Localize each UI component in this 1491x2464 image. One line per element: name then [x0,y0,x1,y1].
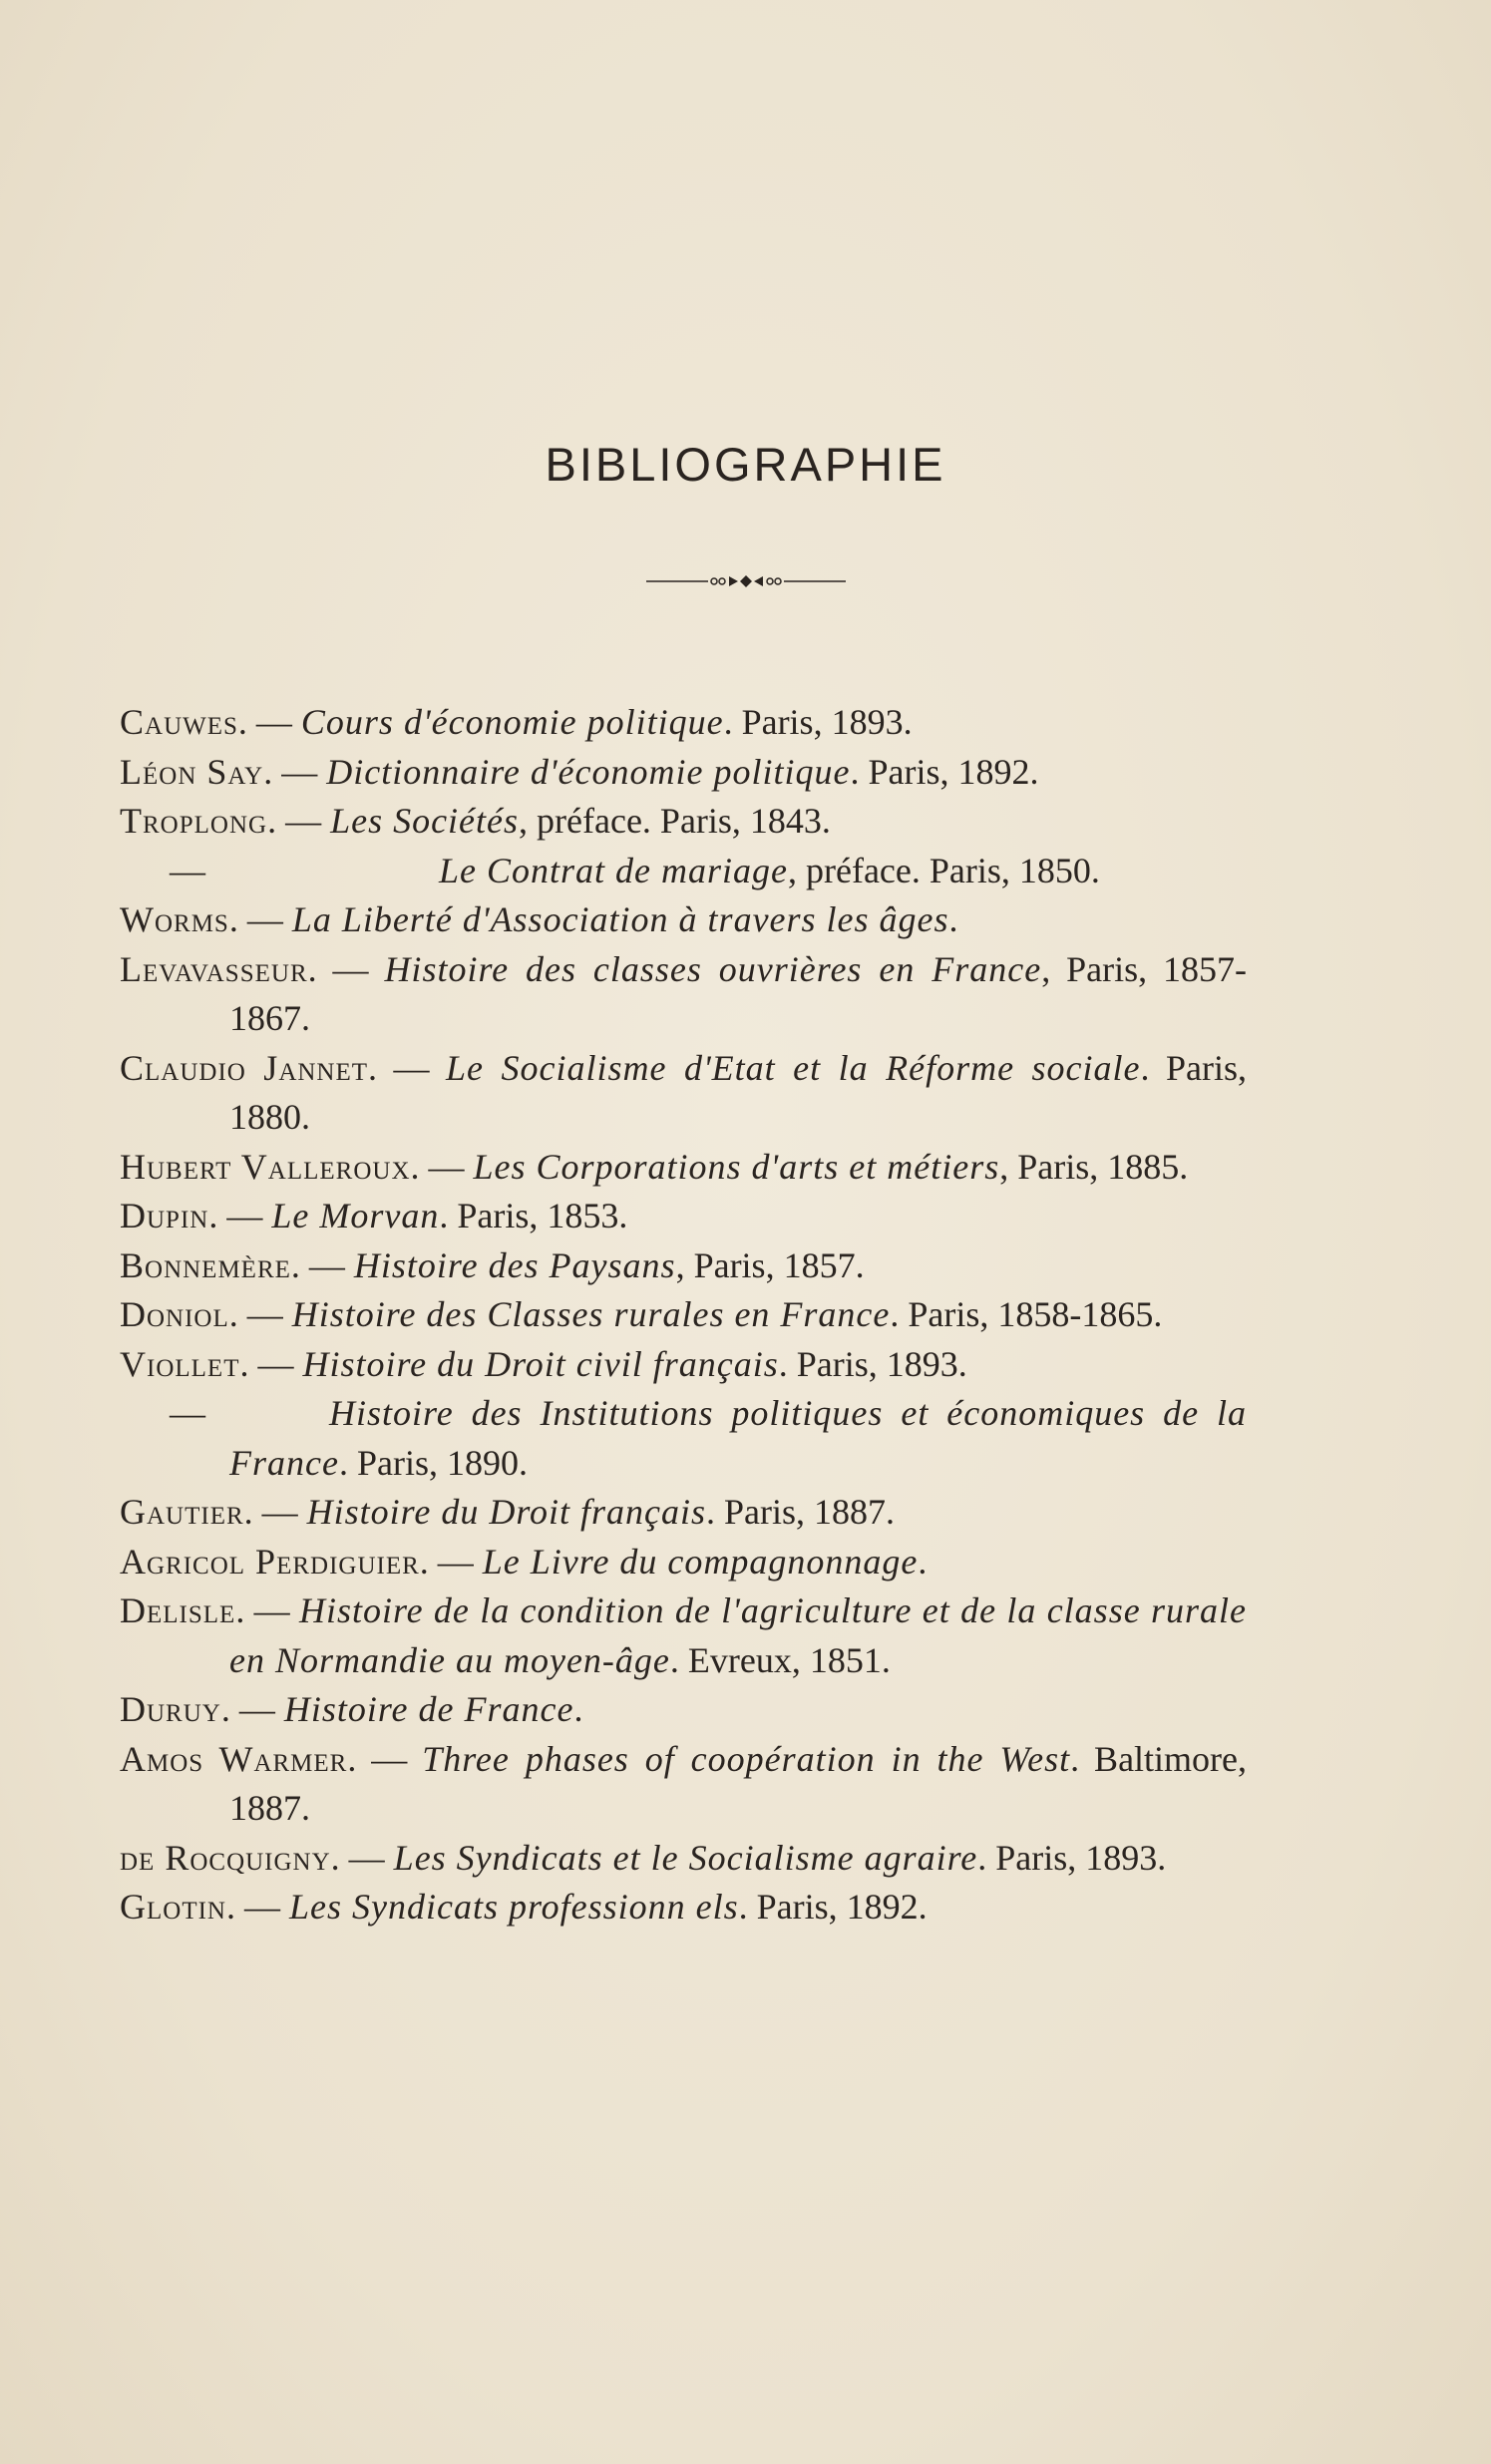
entry-author: Agricol Perdiguier [120,1541,420,1582]
entry-author: Bonnemère [120,1244,291,1285]
entry-separator: . — [237,702,301,742]
bibliography-entry [120,1241,1247,1291]
entry-title: Le Socialisme d'Etat et la Réforme sociale [446,1047,1141,1088]
bibliography-entry [120,1044,1247,1143]
entry-title: Cours d'économie politique [300,702,724,742]
ornament-divider [0,573,1491,594]
entry-publication: . Paris, 1893. [977,1837,1167,1878]
entry-ditto-dash: — [170,1393,205,1433]
entry-publication: . Paris, 1853. [439,1196,628,1235]
entry-publication: , Paris, 1857. [675,1244,865,1285]
entry-title: Three phases of coopération in the West [422,1738,1071,1779]
entry-author: Doniol [120,1294,229,1334]
entry-separator: . — [263,751,327,792]
bibliography-entry [120,1586,1247,1685]
entry-publication: , préface. Paris, 1850. [788,850,1100,890]
entry-publication: , préface. Paris, 1843. [519,801,831,841]
entry-title: Histoire des Classes rurales en France [291,1294,891,1334]
entry-title: Les Syndicats professionn els [288,1887,739,1927]
entry-author: Duruy [120,1689,221,1729]
bibliography-entry-continuation [120,847,1247,896]
entry-author: Cauwes [120,702,238,742]
entry-separator: . — [235,1590,299,1630]
entry-separator: . — [290,1244,354,1285]
bibliography-entry [120,797,1247,847]
entry-title: Dictionnaire d'économie politique [326,751,851,792]
entry-title: Les Syndicats et le Socialisme agraire [393,1837,978,1878]
entry-title: Histoire de la condition de l'agriculture et de la classe rurale en Normandie au moyen-âge [229,1590,1248,1680]
entry-ditto-dash: — [170,850,205,890]
entry-separator: . — [228,899,292,939]
entry-separator: . — [239,1343,303,1384]
bibliography-entry [120,895,1247,945]
entry-separator: . — [225,1887,289,1927]
entry-author: Glotin [120,1887,226,1927]
entry-publication: . Baltimore, 1887. [229,1738,1248,1828]
entry-separator: . — [307,948,385,989]
entry-publication: . Paris, 1880. [229,1047,1248,1137]
entry-title: Le Morvan [271,1196,440,1235]
entry-title: Le Contrat de mariage [439,850,788,890]
bibliography-entry [120,1192,1247,1241]
page-title: BIBLIOGRAPHIE [545,438,946,491]
entry-author: Delisle [120,1590,236,1630]
entry-title: Les Corporations d'arts et métiers [473,1146,1000,1187]
entry-title: Les Sociétés [330,801,520,841]
bibliography-list [120,698,1247,1933]
entry-publication: . [573,1689,583,1729]
bibliography-entry [120,1340,1247,1390]
entry-separator: . — [347,1738,423,1779]
bibliography-entry [120,1685,1247,1735]
entry-publication: . [918,1541,928,1582]
bibliography-entry-continuation [120,1389,1247,1488]
entry-author: Amos Warmer [120,1738,348,1779]
entry-author: Worms [120,899,229,939]
bibliography-entry [120,748,1247,798]
bibliography-entry [120,1143,1247,1193]
entry-author: Gautier [120,1492,244,1532]
entry-title: Histoire des Paysans [353,1244,676,1285]
entry-publication: . Paris, 1893. [778,1343,967,1384]
entry-publication: . Paris, 1887. [706,1492,895,1532]
entry-separator: . — [330,1837,394,1878]
entry-publication: . Evreux, 1851. [669,1639,891,1680]
entry-author: Levavasseur [120,948,308,989]
ornament-divider-icon [646,573,846,589]
entry-separator: . — [228,1294,292,1334]
entry-author: Troplong [120,801,268,841]
entry-author: Dupin [120,1196,209,1235]
entry-separator: . — [267,801,331,841]
entry-publication: , Paris, 1857-1867. [229,948,1247,1038]
entry-title: Histoire de France [283,1689,574,1729]
entry-title: Histoire des classes ouvrières en France [384,948,1042,989]
entry-publication: . Paris, 1858-1865. [890,1294,1163,1334]
entry-author: Claudio Jannet [120,1047,369,1088]
entry-title: Le Livre du compagnonnage [482,1541,919,1582]
entry-title: Histoire des Institutions politiques et économiques de la France [229,1393,1247,1483]
bibliography-entry [120,1883,1247,1933]
entry-publication: . Paris, 1893. [723,702,913,742]
entry-publication: . [948,899,958,939]
entry-separator: . — [410,1146,474,1187]
entry-separator: . — [243,1492,307,1532]
entry-separator: . — [208,1196,272,1235]
bibliography-entry [120,1290,1247,1340]
entry-title: La Liberté d'Association à travers les âges [291,899,949,939]
bibliography-entry [120,1834,1247,1884]
entry-author: de Rocquigny [120,1837,331,1878]
entry-publication: . Paris, 1890. [338,1442,528,1483]
entry-author: Viollet [120,1343,240,1384]
entry-author: Hubert Valleroux [120,1146,411,1187]
entry-author: Léon Say [120,751,264,792]
bibliography-entry [120,1735,1247,1834]
entry-separator: . — [220,1689,284,1729]
entry-title: Histoire du Droit français [306,1492,706,1532]
bibliography-entry [120,698,1247,748]
bibliography-entry [120,945,1247,1044]
entry-publication: , Paris, 1885. [999,1146,1189,1187]
entry-publication: . Paris, 1892. [850,751,1039,792]
entry-title: Histoire du Droit civil français [302,1343,779,1384]
bibliography-entry [120,1538,1247,1587]
entry-publication: . Paris, 1892. [738,1887,928,1927]
entry-separator: . — [419,1541,483,1582]
bibliography-entry [120,1488,1247,1538]
entry-separator: . — [368,1047,447,1088]
